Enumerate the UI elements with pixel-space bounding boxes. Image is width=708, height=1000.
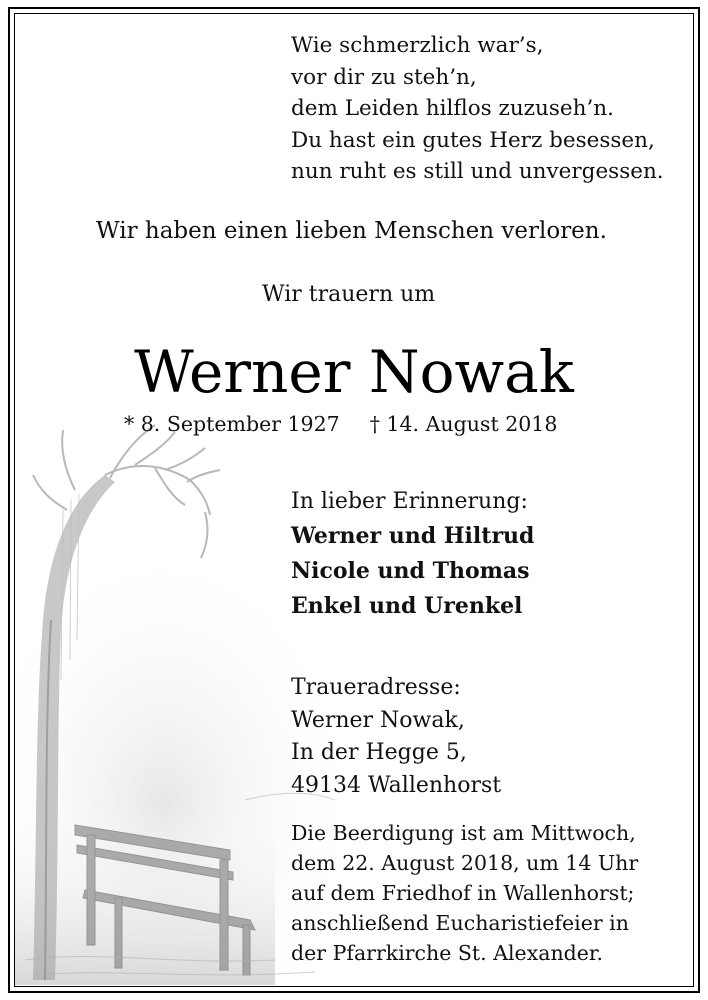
funeral-info [291,818,638,968]
life-dates [124,410,557,438]
address-line: In der Hegge 5, [291,740,467,765]
funeral-line: auf dem Friedhof in Wallenhorst; [291,881,635,905]
address-line: Traueradresse: [291,675,461,700]
funeral-line: dem 22. August 2018, um 14 Uhr [291,851,639,875]
funeral-line: der Pfarrkirche St. Alexander. [291,941,603,965]
poem-line: dem Leiden hilflos zuzuseh’n. [291,96,614,121]
funeral-line: Die Beerdigung ist am Mittwoch, [291,821,636,845]
address-line: 49134 Wallenhorst [291,772,502,798]
poem-line: vor dir zu steh’n, [291,64,477,90]
mourn-line: Wir trauern um [262,282,436,307]
mourner-name: Nicole und Thomas [291,558,530,584]
poem-line: Wie schmerzlich war’s, [291,33,544,58]
memory-block [291,484,534,624]
mourner-name: Enkel und Urenkel [291,593,523,619]
poem-line: nun ruht es still und unvergessen. [291,159,664,184]
mourning-address [291,672,501,802]
mourner-name: Werner und Hiltrud [291,523,535,549]
lost-line: Wir haben einen lieben Menschen verloren. [96,218,607,244]
death-date: † 14. August 2018 [369,412,558,436]
memory-heading: In lieber Erinnerung: [291,489,528,514]
poem-line: Du hast ein gutes Herz besessen, [291,127,655,153]
birth-date: * 8. September 1927 [124,412,340,436]
funeral-line: anschließend Eucharistiefeier in [291,911,629,935]
deceased-name: Werner Nowak [134,338,574,406]
address-line: Werner Nowak, [291,707,465,733]
poem [291,30,664,188]
